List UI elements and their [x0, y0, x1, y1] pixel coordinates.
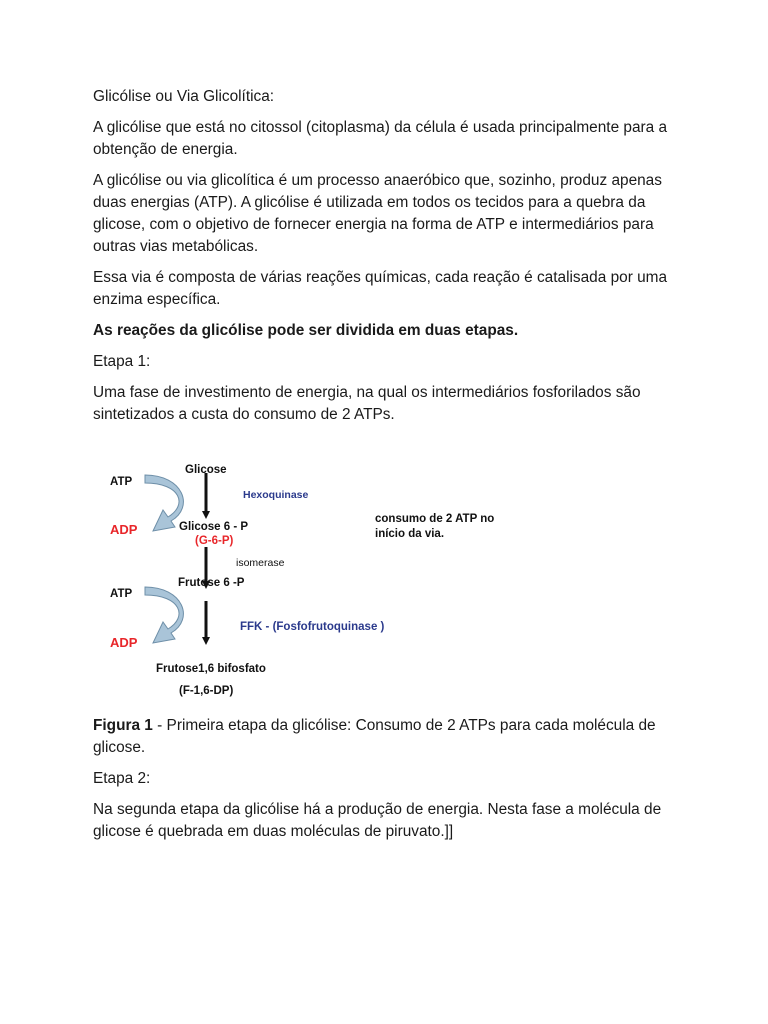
document-page — [93, 86, 683, 852]
hexoquinase-label: Hexoquinase — [243, 489, 309, 501]
adp-label-2: ADP — [110, 635, 138, 650]
paragraph-duas-etapas: As reações da glicólise pode ser dividida em duas etapas. — [93, 322, 519, 339]
atp-label-1: ATP — [110, 476, 133, 488]
heading-etapa-1: Etapa 1: — [93, 353, 151, 370]
g6p-abbr-label: (G-6-P) — [195, 535, 234, 547]
curved-arrow-2 — [145, 587, 183, 643]
f6p-label: Frutose 6 -P — [178, 577, 245, 589]
ffk-label: FFK - (Fosfofrutoquinase ) — [240, 621, 385, 633]
g6p-label: Glicose 6 - P — [179, 521, 249, 533]
atp-label-2: ATP — [110, 588, 133, 600]
consumo-label-line2: início da via. — [375, 528, 445, 540]
paragraph-anaerobico: A glicólise ou via glicolítica é um processo anaeróbico que, sozinho, produz apenas duas energias (ATP). A glicólise é utilizada em todos os tecidos para a quebra da glicose, com o objetivo de fornecer energia na forma de ATP e intermediários para outras vias metabólicas. — [93, 172, 662, 255]
curved-arrow-1 — [145, 475, 183, 531]
f16-abbr-label: (F-1,6-DP) — [179, 685, 234, 697]
caption-label: Figura 1 — [93, 717, 153, 734]
paragraph-reacoes: Essa via é composta de várias reações químicas, cada reação é catalisada por uma enzima específica. — [93, 269, 668, 308]
glycolysis-diagram — [93, 435, 683, 715]
figure-caption — [93, 715, 683, 759]
heading-etapa-2: Etapa 2: — [93, 770, 151, 787]
paragraph-citossol: A glicólise que está no citossol (citoplasma) da célula é usada principalmente para a obtenção de energia. — [93, 119, 668, 158]
paragraph-etapa-2: Na segunda etapa da glicólise há a produção de energia. Nesta fase a molécula de glicose é quebrada em duas moléculas de piruvato.]] — [93, 801, 662, 840]
adp-label-1: ADP — [110, 522, 138, 537]
isomerase-label: isomerase — [236, 557, 285, 569]
paragraph-etapa-1: Uma fase de investimento de energia, na qual os intermediários fosforilados são sintetizados a custa do consumo de 2 ATPs. — [93, 384, 641, 423]
f16-label: Frutose1,6 bifosfato — [156, 663, 266, 675]
glicose-label: Glicose — [185, 464, 227, 476]
caption-text: - Primeira etapa da glicólise: Consumo de 2 ATPs para cada molécula de glicose. — [93, 717, 656, 756]
heading-glicolise: Glicólise ou Via Glicolítica: — [93, 88, 275, 105]
consumo-label-line1: consumo de 2 ATP no — [375, 513, 495, 525]
